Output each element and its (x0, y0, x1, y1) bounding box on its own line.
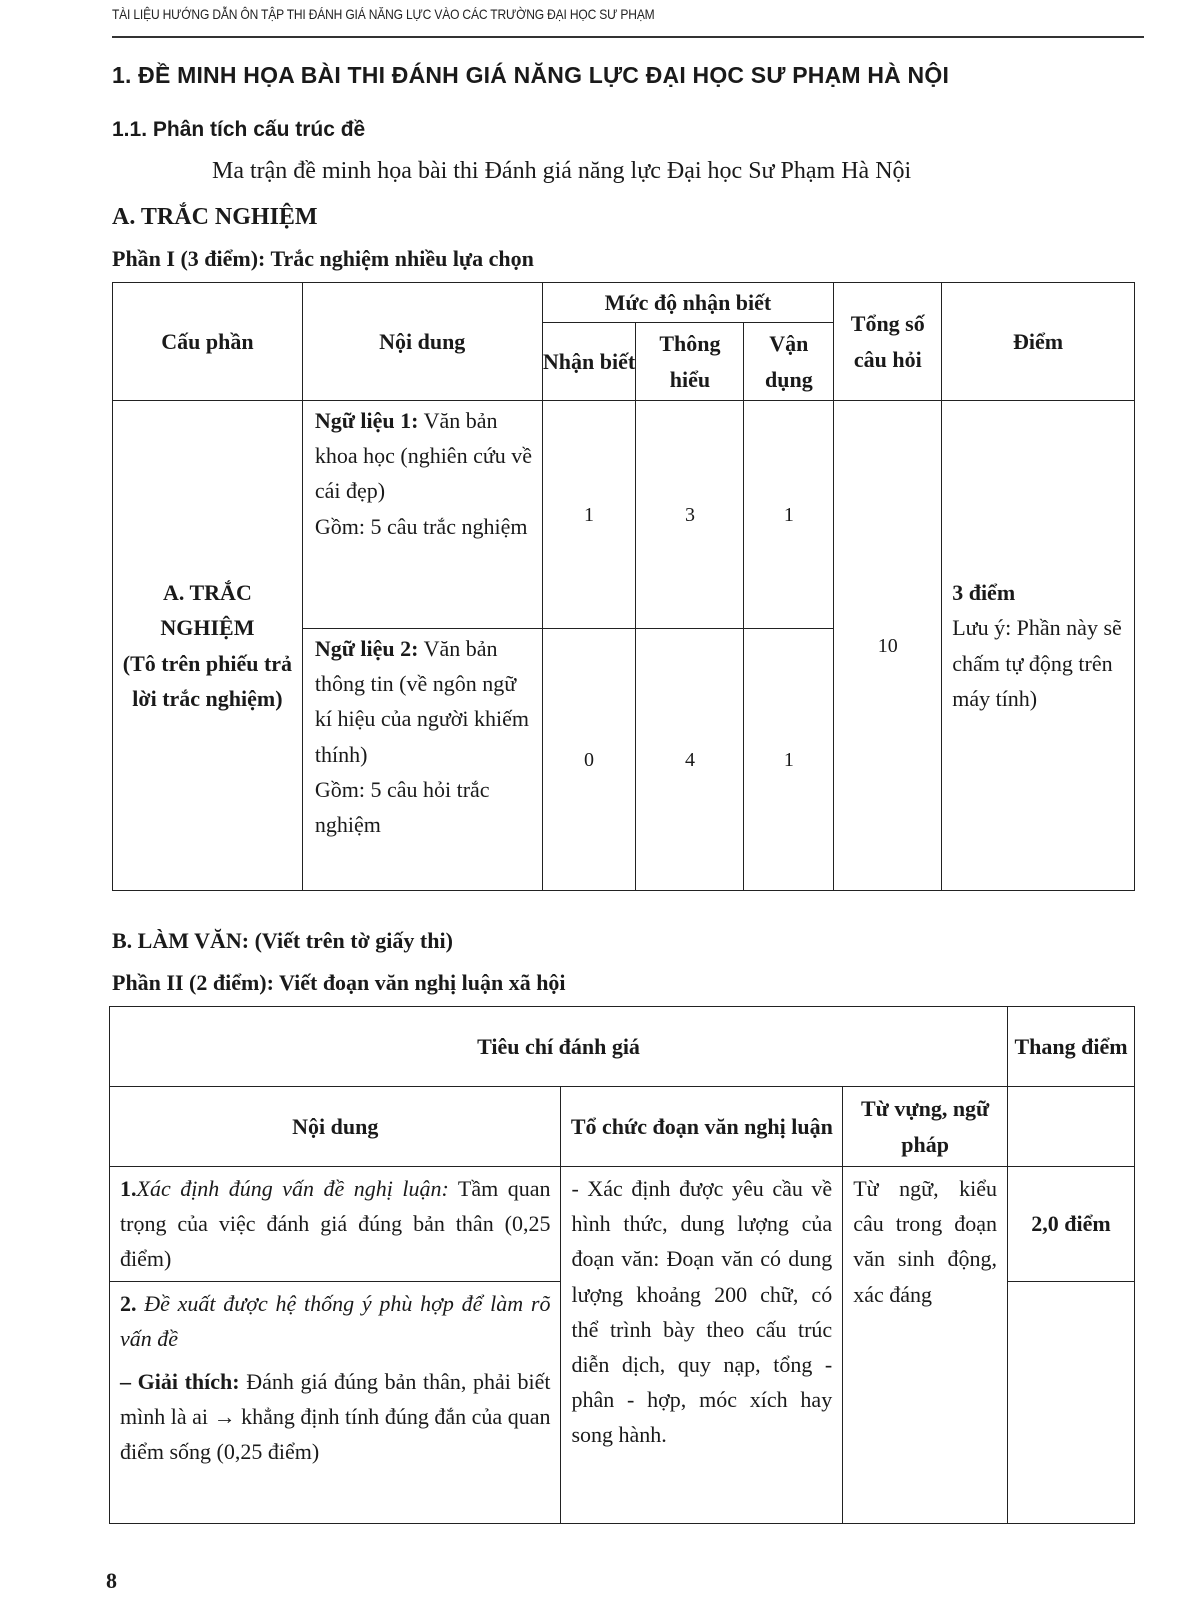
header-score: Điểm (942, 283, 1135, 401)
header-rule (112, 36, 1144, 38)
header-component: Cấu phần (113, 283, 303, 401)
header-scale: Thang điểm (1008, 1007, 1135, 1087)
corpus-2-text: Văn bản thông tin (về ngôn ngữ kí hiệu của người khiếm thính) (314, 636, 530, 767)
header-recognize: Nhận biết (542, 323, 636, 401)
criterion-2-label: Đề xuất được hệ thống ý phù hợp để làm rõ vấn đề (120, 1290, 551, 1351)
header-criteria: Tiêu chí đánh giá (110, 1007, 1008, 1087)
matrix-caption: Ma trận đề minh họa bài thi Đánh giá năng lực Đại học Sư Phạm Hà Nội (212, 158, 912, 184)
criterion-2-num: 2. (120, 1290, 137, 1316)
corpus-2-apply: 1 (744, 629, 834, 891)
header-organization: Tổ chức đoạn văn nghị luận (561, 1087, 843, 1167)
component-note: (Tô trên phiếu trả lời trắc nghiệm) (122, 650, 293, 711)
organization-criteria: - Xác định được yêu cầu về hình thức, dung lượng của đoạn văn: Đoạn văn có dung lượng khoảng 200 chữ, có thể trình bày theo cấu trúc diễn dịch, quy nạp, tổng - phân - hợp, móc xích hay song hành. (561, 1167, 843, 1524)
section-subtitle: 1.1. Phân tích cấu trúc đề (112, 118, 366, 141)
header-scale-blank (1008, 1087, 1135, 1167)
essay-rubric-table (109, 1006, 1135, 1524)
header-content: Nội dung (302, 283, 542, 401)
corpus-1-detail: Gồm: 5 câu trắc nghiệm (314, 513, 528, 539)
criterion-2-sub-text: Đánh giá đúng bản thân, phải biết mình là ai → khẳng định tính đúng đắn của quan điểm sống (0,25 điểm) (120, 1368, 551, 1465)
corpus-1-understand: 3 (636, 401, 744, 629)
score-value: 3 điểm (952, 580, 1016, 606)
corpus-1-apply: 1 (744, 401, 834, 629)
running-header: TÀI LIỆU HƯỚNG DẪN ÔN TẬP THI ĐÁNH GIÁ NĂNG LỰC VÀO CÁC TRƯỜNG ĐẠI HỌC SƯ PHẠM (112, 6, 655, 22)
criterion-1-label: Xác định đúng vấn đề nghị luận: (136, 1176, 449, 1201)
corpus-2-detail: Gồm: 5 câu hỏi trắc nghiệm (314, 776, 490, 837)
corpus-1-text: Văn bản khoa học (nghiên cứu về cái đẹp) (314, 408, 533, 504)
total-questions: 10 (834, 401, 942, 891)
page-number: 8 (106, 1568, 117, 1593)
part-1-heading: Phần I (3 điểm): Trắc nghiệm nhiều lựa chọn (112, 246, 534, 271)
corpus-1-label: Ngữ liệu 1: (314, 408, 419, 433)
score-cell (942, 401, 1135, 891)
criterion-1-num: 1. (120, 1176, 137, 1201)
part-2-heading: Phần II (2 điểm): Viết đoạn văn nghị luận xã hội (112, 970, 566, 995)
header-content: Nội dung (110, 1087, 561, 1167)
corpus-2-recognize: 0 (542, 629, 636, 891)
score-note: Lưu ý: Phần này sẽ chấm tự động trên máy tính) (952, 615, 1122, 711)
criterion-1 (110, 1167, 561, 1282)
header-understand: Thông hiểu (636, 323, 744, 401)
multiple-choice-matrix-table (112, 282, 1135, 891)
corpus-1-recognize: 1 (542, 401, 636, 629)
corpus-2-understand: 4 (636, 629, 744, 891)
criterion-2 (110, 1281, 561, 1523)
header-cognitive-level: Mức độ nhận biết (542, 283, 834, 323)
criterion-2-sub-label: – Giải thích: (120, 1368, 240, 1394)
header-total-questions: Tổng số câu hỏi (834, 283, 942, 401)
section-title: 1. ĐỀ MINH HỌA BÀI THI ĐÁNH GIÁ NĂNG LỰC ĐẠI HỌC SƯ PHẠM HÀ NỘI (112, 62, 950, 88)
component-cell (113, 401, 303, 891)
criterion-1-text: Tầm quan trọng của việc đánh giá đúng bản thân (0,25 điểm) (120, 1176, 551, 1272)
header-apply: Vận dụng (744, 323, 834, 401)
content-cell-1 (302, 401, 542, 629)
vocab-criteria: Từ ngữ, kiểu câu trong đoạn văn sinh động, xác đáng (843, 1167, 1008, 1524)
content-cell-2 (302, 629, 542, 891)
component-title: A. TRẮC NGHIỆM (160, 580, 255, 641)
header-vocab: Từ vựng, ngữ pháp (843, 1087, 1008, 1167)
part-b-heading: B. LÀM VĂN: (Viết trên tờ giấy thi) (112, 928, 453, 953)
corpus-2-label: Ngữ liệu 2: (314, 636, 419, 661)
rubric-score-blank (1008, 1281, 1135, 1523)
rubric-score: 2,0 điểm (1008, 1167, 1135, 1282)
part-a-heading: A. TRẮC NGHIỆM (112, 204, 318, 230)
